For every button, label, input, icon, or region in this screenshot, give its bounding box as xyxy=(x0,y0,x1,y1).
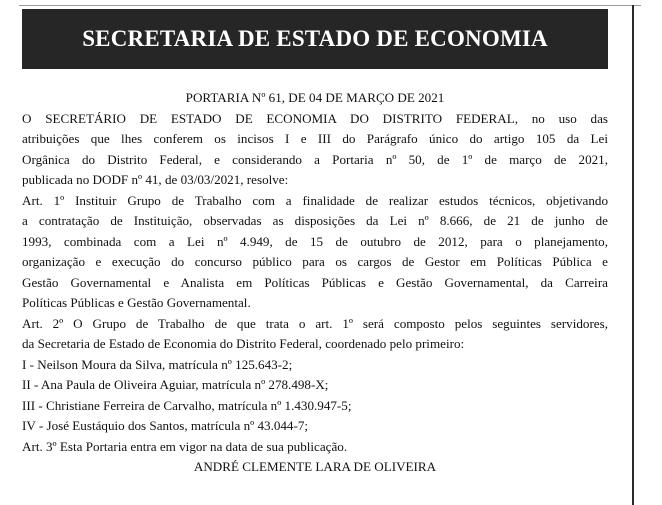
preamble-line: Orgânica do Distrito Federal, e considerando a Portaria nº 50, de 1º de março de 2021, xyxy=(22,151,608,167)
header-banner xyxy=(22,9,608,69)
top-border-line xyxy=(19,5,641,6)
right-border-line xyxy=(632,5,634,505)
member-item: II - Ana Paula de Oliveira Aguiar, matrícula nº 278.498-X; xyxy=(22,377,329,392)
preamble-line: publicada no DODF nº 41, de 03/03/2021, resolve: xyxy=(22,172,289,187)
portaria-text xyxy=(22,88,608,478)
article-3-line: Art. 3º Esta Portaria entra em vigor na data de sua publicação. xyxy=(22,438,348,454)
article-1-line: 1993, combinada com a Lei nº 4.949, de 15 de outubro de 2012, para o planejamento, xyxy=(22,233,608,249)
member-item: IV - José Eustáquio dos Santos, matrícula nº 43.044-7; xyxy=(22,418,309,433)
article-1-line: Art. 1º Instituir Grupo de Trabalho com a finalidade de realizar estudos técnicos, objetivando xyxy=(22,192,608,208)
preamble-line: O SECRETÁRIO DE ESTADO DE ECONOMIA DO DISTRITO FEDERAL, no uso das xyxy=(22,110,608,126)
article-1-line: organização e execução do concurso público para os cargos de Gestor em Políticas Pública e xyxy=(22,254,608,269)
article-1-line: a contratação de Instituição, observadas as disposições da Lei nº 8.666, de 21 de junho de xyxy=(22,213,608,228)
member-item: I - Neilson Moura da Silva, matrícula nº 125.643-2; xyxy=(22,356,293,372)
article-1-line: Gestão Governamental e Analista em Políticas Públicas e Gestão Governamental, da Carreira xyxy=(22,274,608,290)
signature: ANDRÉ CLEMENTE LARA DE OLIVEIRA xyxy=(193,459,437,474)
article-2-line: da Secretaria de Estado de Economia do Distrito Federal, coordenado pelo primeiro: xyxy=(22,336,465,351)
article-1-line: Políticas Públicas e Gestão Governamental. xyxy=(22,295,251,310)
article-2-line: Art. 2º O Grupo de Trabalho de que trata o art. 1º será composto pelos seguintes servidores, xyxy=(22,315,608,331)
header-title: SECRETARIA DE ESTADO DE ECONOMIA xyxy=(82,26,548,51)
member-item: III - Christiane Ferreira de Carvalho, matrícula nº 1.430.947-5; xyxy=(22,397,352,413)
preamble-line: atribuições que lhes conferem os incisos I e III do Parágrafo único do artigo 105 da Lei xyxy=(22,131,608,146)
portaria-title: PORTARIA Nº 61, DE 04 DE MARÇO DE 2021 xyxy=(185,90,445,105)
